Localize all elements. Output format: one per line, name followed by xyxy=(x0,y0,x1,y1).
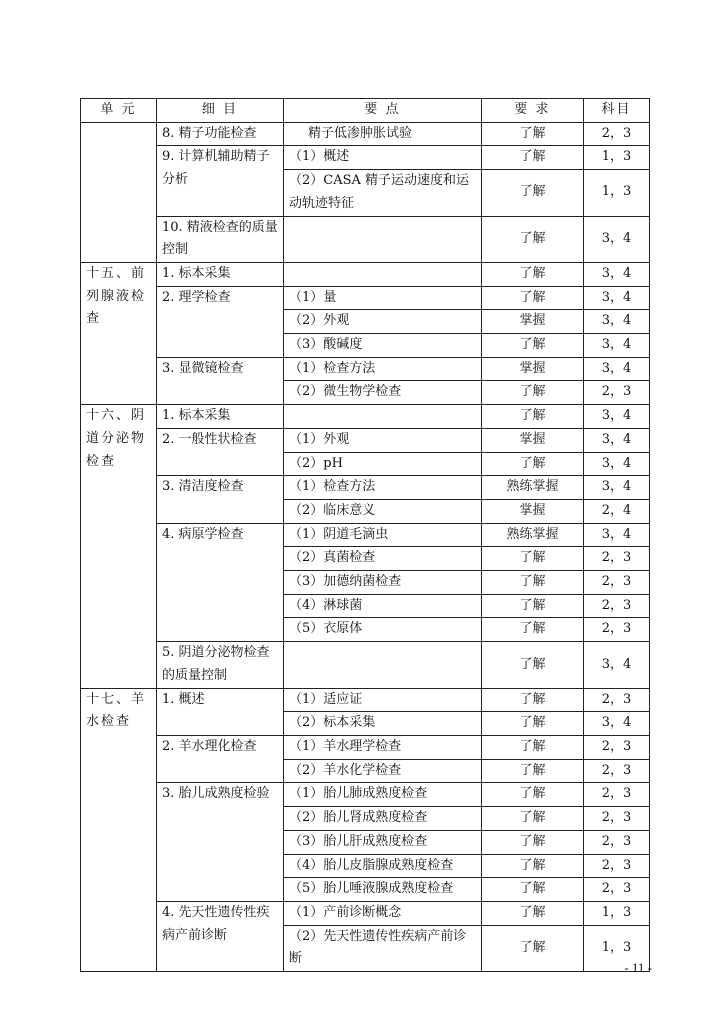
requirement-cell: 熟练掌握 xyxy=(482,523,584,547)
point-cell: （2）羊水化学检查 xyxy=(284,759,482,783)
detail-cell: 4. 先天性遗传性疾病产前诊断 xyxy=(157,901,284,971)
subject-cell: 3，4 xyxy=(584,712,650,736)
requirement-cell: 了解 xyxy=(482,146,584,170)
table-row xyxy=(81,405,650,429)
requirement-cell: 了解 xyxy=(482,735,584,759)
subject-cell: 2，3 xyxy=(584,618,650,642)
subject-cell: 2，3 xyxy=(584,735,650,759)
detail-cell: 9. 计算机辅助精子分析 xyxy=(157,146,284,216)
subject-cell: 3，4 xyxy=(584,405,650,429)
table-row xyxy=(81,122,650,146)
subject-cell: 1，3 xyxy=(584,925,650,971)
detail-cell: 2. 一般性状检查 xyxy=(157,428,284,475)
subject-cell: 1，3 xyxy=(584,901,650,925)
point-cell: （1）羊水理学检查 xyxy=(284,735,482,759)
requirement-cell: 了解 xyxy=(482,618,584,642)
requirement-cell: 了解 xyxy=(482,122,584,146)
point-cell: （1）概述 xyxy=(284,146,482,170)
point-cell: （2）微生物学检查 xyxy=(284,381,482,405)
subject-cell: 2，3 xyxy=(584,594,650,618)
point-cell: （5）衣原体 xyxy=(284,618,482,642)
requirement-cell: 掌握 xyxy=(482,428,584,452)
requirement-cell: 了解 xyxy=(482,901,584,925)
detail-cell: 2. 羊水理化检查 xyxy=(157,735,284,782)
syllabus-table xyxy=(80,98,650,972)
header-subject: 科目 xyxy=(584,99,650,123)
point-cell: （5）胎儿唾液腺成熟度检查 xyxy=(284,878,482,902)
point-cell: （2）临床意义 xyxy=(284,499,482,523)
point-cell: （1）阴道毛滴虫 xyxy=(284,523,482,547)
subject-cell: 3，4 xyxy=(584,357,650,381)
point-cell: （1）外观 xyxy=(284,428,482,452)
point-cell xyxy=(284,642,482,688)
subject-cell: 3，4 xyxy=(584,310,650,334)
detail-cell: 3. 清洁度检查 xyxy=(157,476,284,523)
point-cell: （2）pH xyxy=(284,452,482,476)
unit-cell: 十五、前列腺液检查 xyxy=(81,262,157,404)
table-header-row xyxy=(81,99,650,123)
point-cell: （4）胎儿皮脂腺成熟度检查 xyxy=(284,854,482,878)
point-cell: （2）真菌检查 xyxy=(284,547,482,571)
point-cell: （2）外观 xyxy=(284,310,482,334)
subject-cell: 3，4 xyxy=(584,523,650,547)
point-cell: （1）适应证 xyxy=(284,688,482,712)
detail-cell: 5. 阴道分泌物检查的质量控制 xyxy=(157,642,284,688)
requirement-cell: 了解 xyxy=(482,170,584,216)
subject-cell: 2，3 xyxy=(584,688,650,712)
table-row xyxy=(81,476,650,500)
point-cell: （2）CASA 精子运动速度和运动轨迹特征 xyxy=(284,170,482,216)
table-row xyxy=(81,901,650,925)
subject-cell: 2，3 xyxy=(584,783,650,807)
subject-cell: 3，4 xyxy=(584,642,650,688)
unit-cell: 十七、羊水检查 xyxy=(81,688,157,971)
table-row xyxy=(81,642,650,688)
subject-cell: 2，3 xyxy=(584,122,650,146)
point-cell: （2）胎儿肾成熟度检查 xyxy=(284,807,482,831)
requirement-cell: 了解 xyxy=(482,405,584,429)
requirement-cell: 了解 xyxy=(482,547,584,571)
requirement-cell: 了解 xyxy=(482,381,584,405)
point-cell: （1）检查方法 xyxy=(284,476,482,500)
subject-cell: 3，4 xyxy=(584,216,650,262)
point-cell xyxy=(284,216,482,262)
table-row xyxy=(81,428,650,452)
requirement-cell: 了解 xyxy=(482,783,584,807)
detail-cell: 2. 理学检查 xyxy=(157,286,284,357)
subject-cell: 2，3 xyxy=(584,571,650,595)
requirement-cell: 了解 xyxy=(482,854,584,878)
requirement-cell: 了解 xyxy=(482,262,584,286)
requirement-cell: 了解 xyxy=(482,878,584,902)
table-row xyxy=(81,783,650,807)
subject-cell: 2，3 xyxy=(584,547,650,571)
requirement-cell: 了解 xyxy=(482,216,584,262)
table-row xyxy=(81,735,650,759)
point-cell: （2）标本采集 xyxy=(284,712,482,736)
page-number: - 11 - xyxy=(624,960,652,975)
detail-cell: 3. 胎儿成熟度检验 xyxy=(157,783,284,902)
table-row xyxy=(81,286,650,310)
requirement-cell: 了解 xyxy=(482,830,584,854)
point-cell: （1）胎儿肺成熟度检查 xyxy=(284,783,482,807)
table-row xyxy=(81,357,650,381)
requirement-cell: 了解 xyxy=(482,594,584,618)
subject-cell: 1，3 xyxy=(584,170,650,216)
header-requirement: 要 求 xyxy=(482,99,584,123)
requirement-cell: 熟练掌握 xyxy=(482,476,584,500)
detail-cell: 4. 病原学检查 xyxy=(157,523,284,642)
subject-cell: 3，4 xyxy=(584,476,650,500)
requirement-cell: 了解 xyxy=(482,286,584,310)
point-cell: （3）酸碱度 xyxy=(284,334,482,358)
requirement-cell: 了解 xyxy=(482,925,584,971)
requirement-cell: 掌握 xyxy=(482,310,584,334)
requirement-cell: 掌握 xyxy=(482,499,584,523)
point-cell: （3）加德纳菌检查 xyxy=(284,571,482,595)
detail-cell: 3. 显微镜检查 xyxy=(157,357,284,404)
table-row xyxy=(81,146,650,170)
point-cell xyxy=(284,262,482,286)
requirement-cell: 了解 xyxy=(482,571,584,595)
point-cell: （1）量 xyxy=(284,286,482,310)
requirement-cell: 掌握 xyxy=(482,357,584,381)
requirement-cell: 了解 xyxy=(482,807,584,831)
requirement-cell: 了解 xyxy=(482,452,584,476)
point-cell: （3）胎儿肝成熟度检查 xyxy=(284,830,482,854)
subject-cell: 2，3 xyxy=(584,807,650,831)
subject-cell: 2，3 xyxy=(584,878,650,902)
point-cell: 精子低渗肿胀试验 xyxy=(284,122,482,146)
requirement-cell: 了解 xyxy=(482,712,584,736)
subject-cell: 2，3 xyxy=(584,759,650,783)
point-cell: （1）检查方法 xyxy=(284,357,482,381)
subject-cell: 3，4 xyxy=(584,286,650,310)
subject-cell: 2，3 xyxy=(584,830,650,854)
table-row xyxy=(81,523,650,547)
header-detail: 细 目 xyxy=(157,99,284,123)
point-cell: （4）淋球菌 xyxy=(284,594,482,618)
requirement-cell: 了解 xyxy=(482,688,584,712)
detail-cell: 8. 精子功能检查 xyxy=(157,122,284,146)
subject-cell: 2，3 xyxy=(584,381,650,405)
point-cell xyxy=(284,405,482,429)
detail-cell: 1. 标本采集 xyxy=(157,405,284,429)
header-unit: 单 元 xyxy=(81,99,157,123)
subject-cell: 3，4 xyxy=(584,262,650,286)
detail-cell: 1. 标本采集 xyxy=(157,262,284,286)
subject-cell: 2，4 xyxy=(584,499,650,523)
subject-cell: 1，3 xyxy=(584,146,650,170)
unit-cell xyxy=(81,122,157,262)
table-row xyxy=(81,688,650,712)
subject-cell: 3，4 xyxy=(584,428,650,452)
table-row xyxy=(81,262,650,286)
requirement-cell: 了解 xyxy=(482,759,584,783)
detail-cell: 10. 精液检查的质量控制 xyxy=(157,216,284,262)
subject-cell: 3，4 xyxy=(584,452,650,476)
subject-cell: 3，4 xyxy=(584,334,650,358)
point-cell: （1）产前诊断概念 xyxy=(284,901,482,925)
point-cell: （2）先天性遗传性疾病产前诊断 xyxy=(284,925,482,971)
header-points: 要 点 xyxy=(284,99,482,123)
requirement-cell: 了解 xyxy=(482,334,584,358)
requirement-cell: 了解 xyxy=(482,642,584,688)
subject-cell: 2，3 xyxy=(584,854,650,878)
table-row xyxy=(81,216,650,262)
unit-cell: 十六、阴道分泌物检查 xyxy=(81,405,157,688)
detail-cell: 1. 概述 xyxy=(157,688,284,735)
